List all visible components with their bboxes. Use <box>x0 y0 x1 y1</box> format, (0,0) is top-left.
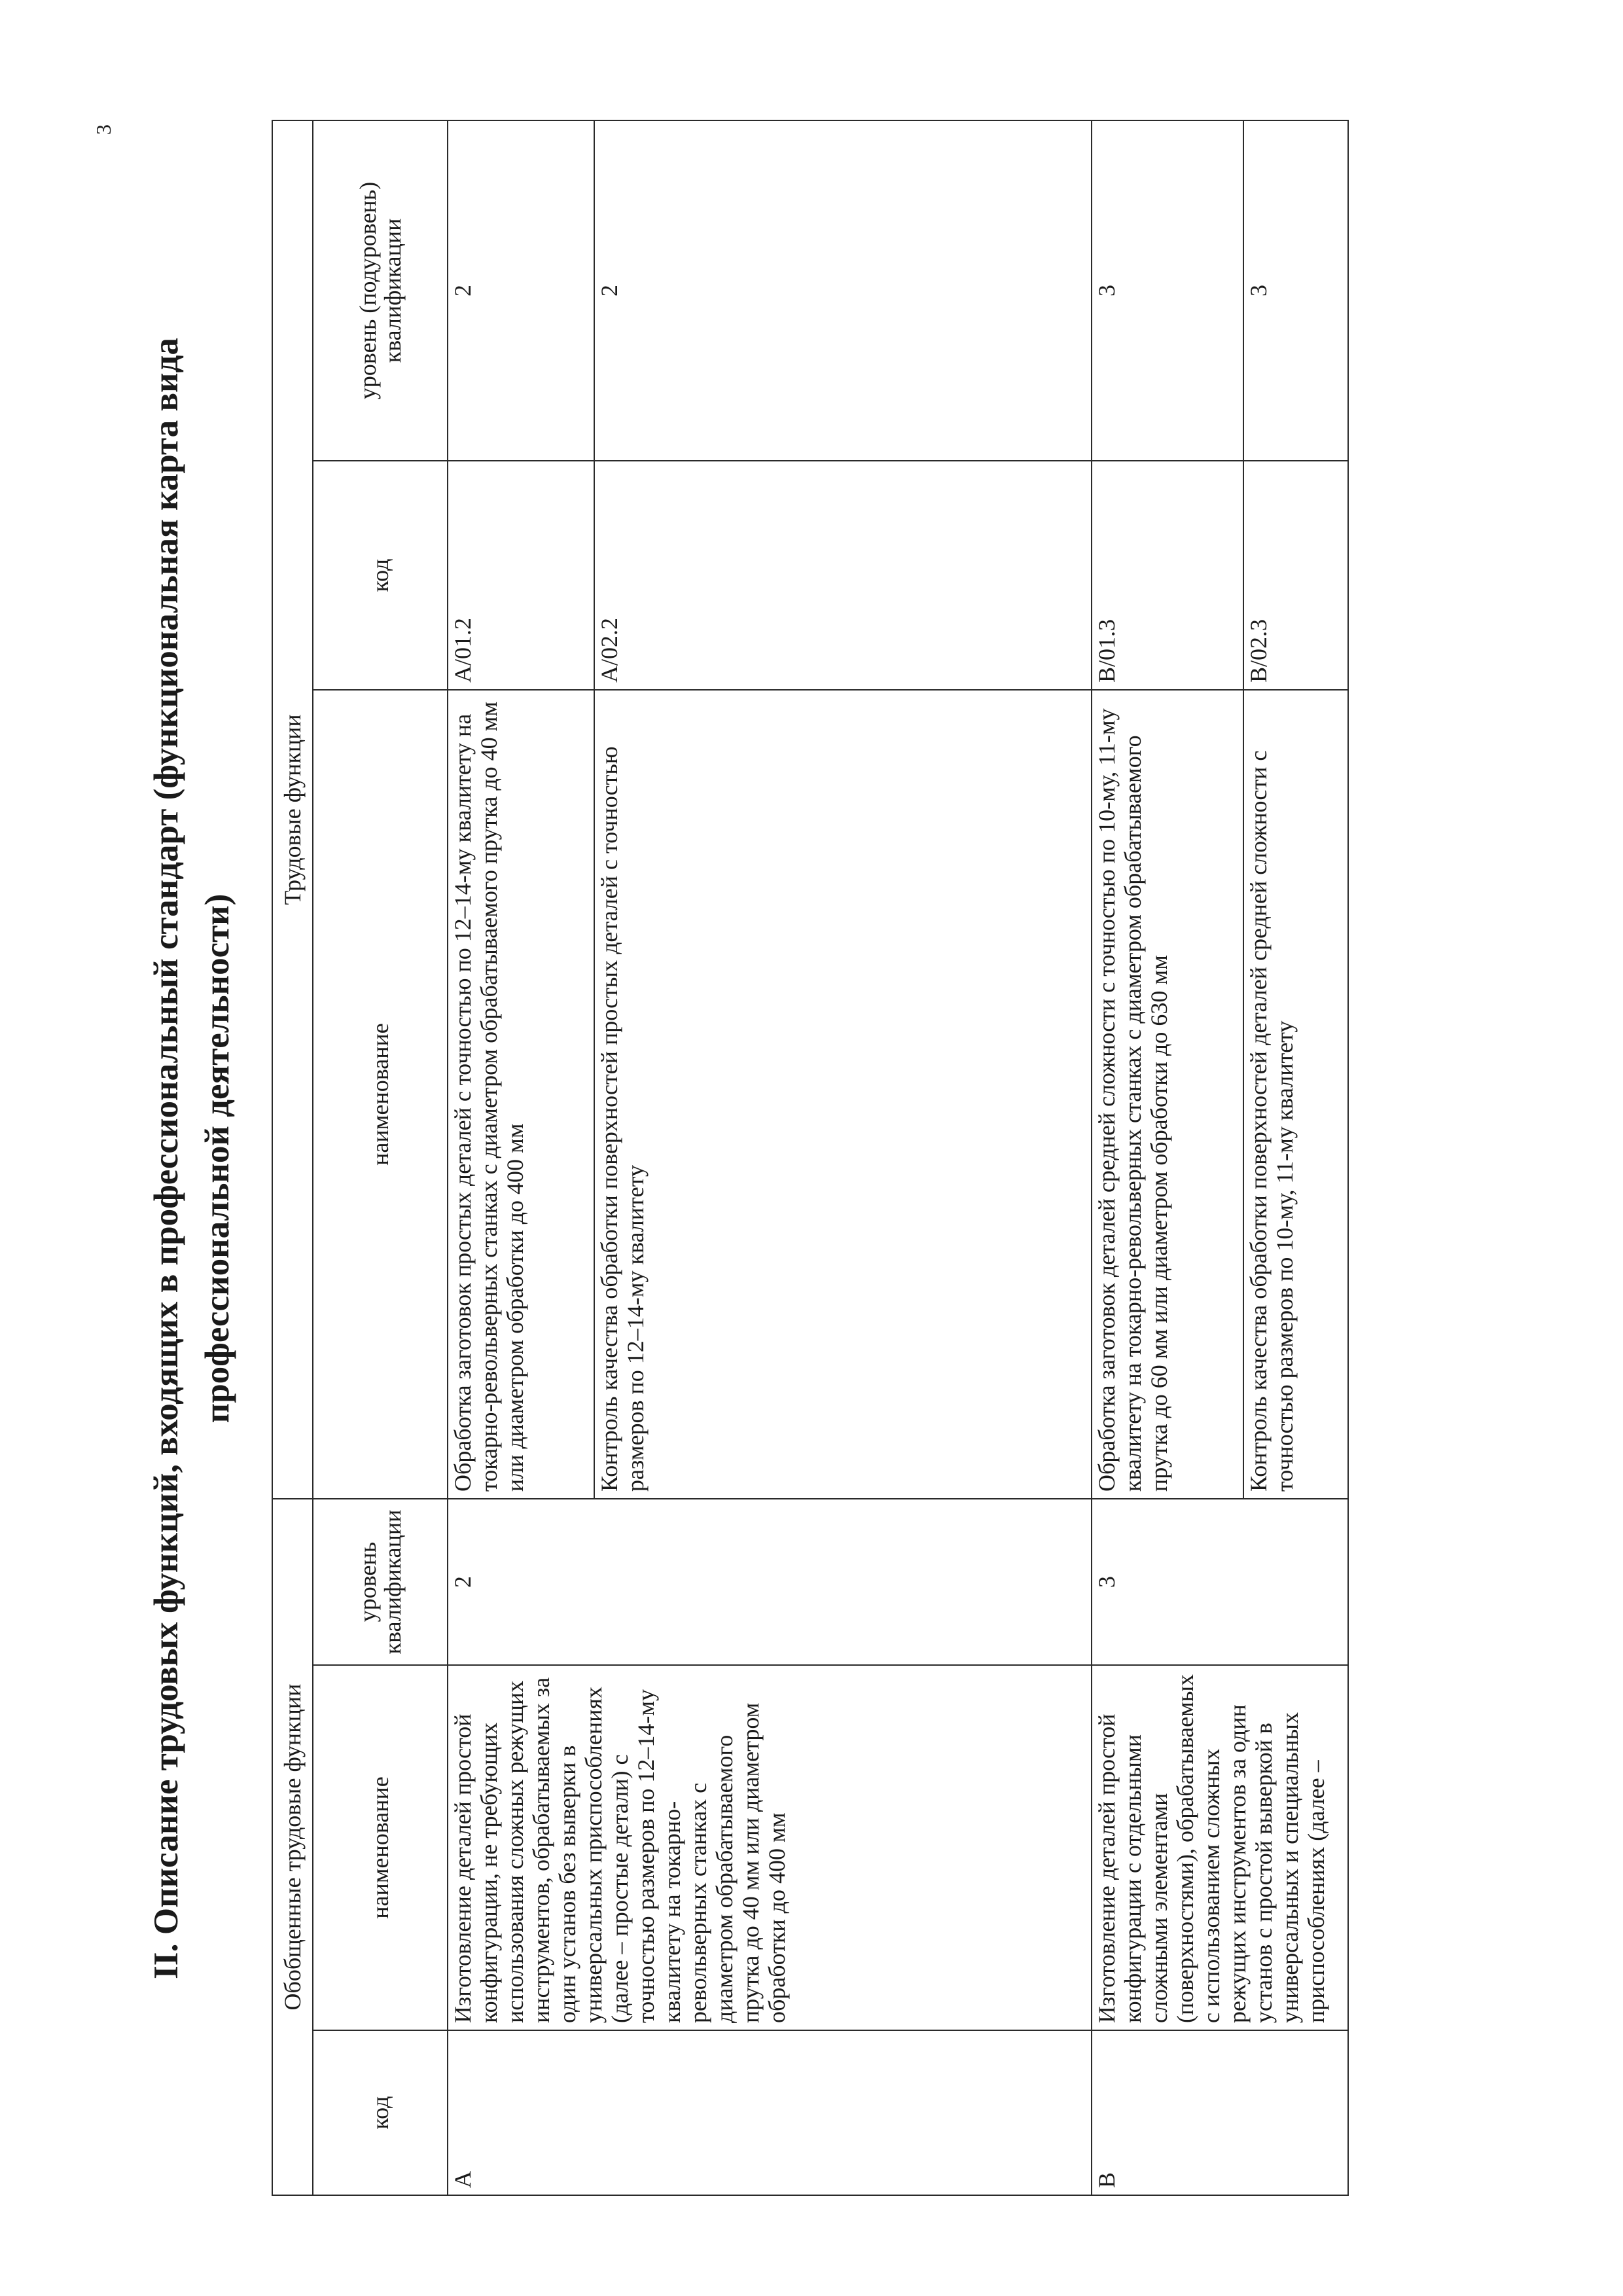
header-row-columns <box>313 120 448 2195</box>
header-sublevel: уровень (подуровень) квалификации <box>313 120 448 461</box>
header-qualification-level: уровень квалификации <box>313 1499 448 1665</box>
cell-gen-code: A <box>448 2030 1092 2195</box>
rotated-page-content <box>141 121 1463 2196</box>
cell-function-level: 3 <box>1092 120 1243 461</box>
header-generalized-functions: Обобщенные трудовые функции <box>272 1499 313 2195</box>
header-labor-functions: Трудовые функции <box>272 120 313 1499</box>
cell-function-level: 2 <box>448 120 594 461</box>
section-title-line-1: II. Описание трудовых функций, входящих в профессиональный стандарт (функциональная карта вида <box>147 338 185 1979</box>
cell-gen-code: B <box>1092 2030 1348 2195</box>
cell-function-code: A/02.2 <box>594 461 1092 690</box>
cell-gen-name: Изготовление деталей простой конфигурации, не требующих использования сложных режущих инструментов, обрабатываемых за один установ без выверки в универсальных приспособлениях (далее – простые детали) с точностью размеров по 12–14-му квалитету на токарно-револьверных станках с диаметром обрабатываемого прутка до 40 мм или диаметром обработки до 400 мм <box>448 1665 1092 2030</box>
header-function-name: наименование <box>313 690 448 1499</box>
section-title <box>141 121 259 2196</box>
table-row-b-1 <box>1092 120 1243 2195</box>
cell-gen-level: 2 <box>448 1499 1092 1665</box>
cell-function-name: Обработка заготовок простых деталей с точностью по 12–14-му квалитету на токарно-револьверных станках с диаметром обрабатываемого прутка до 40 мм или диаметром обработки до 400 мм <box>448 690 594 1499</box>
cell-function-name: Контроль качества обработки поверхностей простых деталей с точностью размеров по 12–14-му квалитету <box>594 690 1092 1499</box>
functional-map-table <box>272 120 1349 2196</box>
cell-function-code: B/02.3 <box>1243 461 1348 690</box>
cell-function-level: 3 <box>1243 120 1348 461</box>
header-code: код <box>313 2030 448 2195</box>
cell-function-code: B/01.3 <box>1092 461 1243 690</box>
table-row-a-1 <box>448 120 594 2195</box>
cell-function-name: Обработка заготовок деталей средней сложности с точностью по 10-му, 11-му квалитету на токарно-револьверных станках с диаметром обрабатываемого прутка до 60 мм или диаметром обработки до 630 мм <box>1092 690 1243 1499</box>
section-title-line-2: профессиональной деятельности) <box>198 893 236 1424</box>
cell-function-code: A/01.2 <box>448 461 594 690</box>
header-function-code: код <box>313 461 448 690</box>
cell-gen-name: Изготовление деталей простой конфигурации с отдельными сложными элементами (поверхностями), обрабатываемых с использованием сложных режущих инструментов за один установ с простой выверкой в универсальных и специальных приспособлениях (далее – <box>1092 1665 1348 2030</box>
page-number: 3 <box>91 124 115 135</box>
header-name: наименование <box>313 1665 448 2030</box>
cell-function-level: 2 <box>594 120 1092 461</box>
cell-gen-level: 3 <box>1092 1499 1348 1665</box>
header-row-groups <box>272 120 313 2195</box>
cell-function-name: Контроль качества обработки поверхностей деталей средней сложности с точностью размеров по 10-му, 11-му квалитету <box>1243 690 1348 1499</box>
